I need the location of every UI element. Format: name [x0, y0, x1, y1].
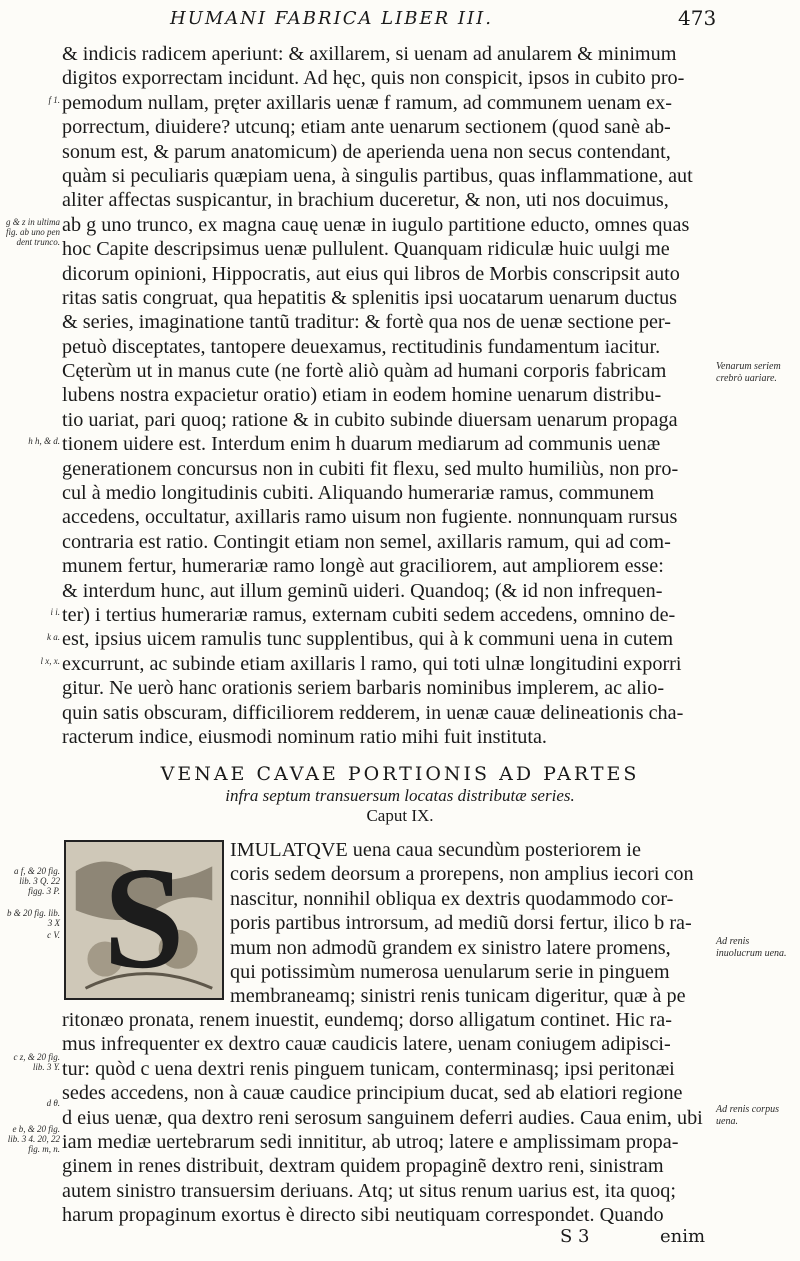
- text-line: autem sinistro transuersim deriuans. Atq; ut situs renum uarius est, ita quoq;: [62, 1179, 676, 1202]
- text-line: tionem uidere est. Interdum enim h duarum mediarum ad communis uenæ: [62, 433, 661, 456]
- text-line: contraria est ratio. Contingit etiam non semel, axillaris ramum, qui ad com-: [62, 530, 671, 553]
- text-line: est, ipsius uicem ramulis tunc supplentibus, qui à k communi uena in cutem: [62, 628, 674, 651]
- text-line: ab g uno trunco, ex magna cauę uenæ in iugulo partitione educto, omnes quas: [62, 213, 690, 236]
- text-line: digitos exporrectam incidunt. Ad hęc, quis non conspicit, ipsos in cubito pro-: [62, 67, 685, 90]
- text-block-2: [230, 838, 710, 1009]
- text-line: quàm si peculiaris quæpiam uena, à singulis partibus, quas inflammatione, aut: [62, 164, 693, 187]
- text-line: harum propaginum exortus è directo sibi neutiquam correspondet. Quando: [62, 1204, 664, 1227]
- margin-note: f 1.: [48, 94, 60, 105]
- text-line: ritas satis congruat, qua hepatitis & splenitis ipsi uocatarum uenarum ductus: [62, 286, 678, 309]
- chapter-heading: Caput IX.: [366, 806, 434, 825]
- text-line: iam mediæ uertebrarum sedi innititur, ab utroq; latere e amplissimam propa-: [62, 1130, 679, 1153]
- text-line: mum non admodũ grandem ex sinistro latere promens,: [230, 936, 671, 959]
- page-number: 473: [678, 6, 717, 30]
- text-line: gitur. Ne uerò hanc orationis seriem barbaris nominibus implerem, ac alio-: [62, 677, 665, 700]
- text-line: tur: quòd c uena dextri renis pinguem tunicam, conterminasq; ipsi peritonæi: [62, 1057, 675, 1080]
- text-line: d eius uenæ, qua dextro reni serosum sanguinem deferri audies. Caua enim, ubi: [62, 1106, 703, 1129]
- text-line: & series, imaginatione tantũ traditur: & fortè qua nos de uenæ sectione per-: [62, 311, 671, 334]
- text-line: nascitur, nonnihil obliqua ex dextris quodammodo cor-: [230, 887, 674, 910]
- running-head: HUMANI FABRICA LIBER III.: [170, 8, 493, 29]
- text-line: quin satis obscuram, difficiliorem redderem, in uenæ cauæ delineationis cha-: [62, 701, 684, 724]
- text-line: ter) i tertius humerariæ ramus, externam cubiti sedem accedens, omnino de-: [62, 603, 676, 626]
- margin-note: a f, & 20 fig. lib. 3 Q. 22 figg. 3 P.: [13, 866, 60, 896]
- text-line: qui potissimùm numerosa uenularum serie in pinguem: [230, 960, 670, 983]
- margin-note: c V.: [47, 930, 60, 940]
- section-subtitle: infra septum transuersum locatas distributæ series.: [225, 786, 575, 805]
- text-line: sedes accedens, non à cauæ caudice principium ducat, sed ab elatiori regione: [62, 1082, 683, 1105]
- text-line: Cęterùm ut in manus cute (ne fortè aliò quàm ad humani corporis fabricam: [62, 360, 667, 383]
- margin-note: Ad renis inuolucrum uena.: [716, 936, 787, 959]
- text-line: ritonæo pronata, renem inuestit, eundemq; dorso alligatum continet. Hic ra-: [62, 1009, 672, 1031]
- margin-note: c z, & 20 fig. lib. 3 Y.: [13, 1052, 60, 1072]
- text-line: mus infrequenter ex dextro cauæ caudicis latere, uenam coniugem adipisci-: [62, 1033, 671, 1056]
- text-line: coris sedem deorsum a prorepens, non amplius iecori con: [230, 863, 694, 886]
- text-line: sonum est, & parum anatomicum) de aperienda uena non secus contendant,: [62, 140, 671, 163]
- text-line: aliter affectas suspicantur, in brachium duceretur, & non, uti nos docuimus,: [62, 189, 669, 212]
- text-line: ginem in renes distribuit, dextram quidem propaginẽ dextro reni, sinistram: [62, 1155, 664, 1178]
- text-block-3: [62, 1008, 712, 1228]
- signature-mark: S 3: [560, 1226, 590, 1247]
- margin-note: Ad renis corpus uena.: [716, 1104, 779, 1127]
- text-line: & interdum hunc, aut illum geminũ uideri. Quandoq; (& id non infrequen-: [62, 579, 663, 602]
- text-line: & indicis radicem aperiunt: & axillarem, si uenam ad anularem & minimum: [62, 43, 677, 65]
- text-block-1: [62, 42, 712, 749]
- text-line: excurrunt, ac subinde etiam axillaris l ramo, qui toti ulnæ longitudini exporri: [62, 652, 682, 675]
- text-line: membraneamq; sinistri renis tunicam digeritur, quæ à pe: [230, 985, 686, 1008]
- margin-note: h h, & d.: [28, 436, 60, 447]
- text-line: pemodum nullam, pręter axillaris uenæ f ramum, ad communem uenam ex-: [62, 91, 672, 114]
- section-title: VENAE CAVAE PORTIONIS AD PARTES: [160, 763, 640, 785]
- margin-note: g & z in ultima fig. ab uno pen dent trunco.: [5, 216, 60, 247]
- catchword: enim: [660, 1226, 706, 1247]
- text-line: racterum indice, eiusmodi nominum ratio mihi fuit instituta.: [62, 725, 547, 748]
- margin-note: e b, & 20 fig. lib. 3 4. 20, 22 fig. m, n.: [7, 1124, 60, 1154]
- text-line: porrectum, diuidere? utcunq; etiam ante uenarum sectionem (quod sanè ab-: [62, 116, 671, 139]
- historiated-initial: [64, 840, 224, 1000]
- text-line: lubens nostra expacietur oratio) etiam in eodem homine uenarum distribu-: [62, 384, 662, 407]
- text-line: accedens, occultatur, axillaris ramo uisum non fugiente. nonnunquam rursus: [62, 506, 678, 529]
- margin-note: d θ.: [46, 1098, 60, 1108]
- text-line: dicorum opinioni, Hippocratis, aut eius qui libros de Morbis conscripsit auto: [62, 262, 680, 285]
- margin-note: k a.: [47, 631, 60, 642]
- text-line: hoc Capite descripsimus uenæ pullulent. Quanquam ridiculæ huic uulgi me: [62, 238, 670, 261]
- text-line: cul à medio longitudinis cubiti. Aliquando humerariæ ramus, communem: [62, 482, 655, 505]
- margin-note: l x, x.: [40, 656, 60, 666]
- right-margin-note-1: Venarum seriem crebrò uariare.: [716, 361, 781, 385]
- text-line: munem fertur, humerariæ ramo longè aut graciliorem, aut ampliorem esse:: [62, 555, 664, 578]
- text-line: generationem concursus non in cubiti fit flexu, sed multo humiliùs, non pro-: [62, 457, 679, 480]
- initial-illustration: [66, 842, 222, 998]
- margin-note: i i.: [50, 607, 60, 618]
- text-line: IMULATQVE uena caua secundùm posteriorem ie: [230, 839, 641, 861]
- text-line: poris partibus introrsum, ad mediũ dorsi fertur, ilico b ra-: [230, 912, 692, 935]
- text-line: petuò disceptates, tantopere deuexamus, rectitudinis fundamentum iacitur.: [62, 335, 661, 358]
- initial-letter: S: [103, 842, 185, 998]
- text-line: tio uariat, pari quoq; ratione & in cubito subinde diuersam uenarum propaga: [62, 408, 678, 431]
- margin-note: b & 20 fig. lib. 3 X: [6, 908, 60, 928]
